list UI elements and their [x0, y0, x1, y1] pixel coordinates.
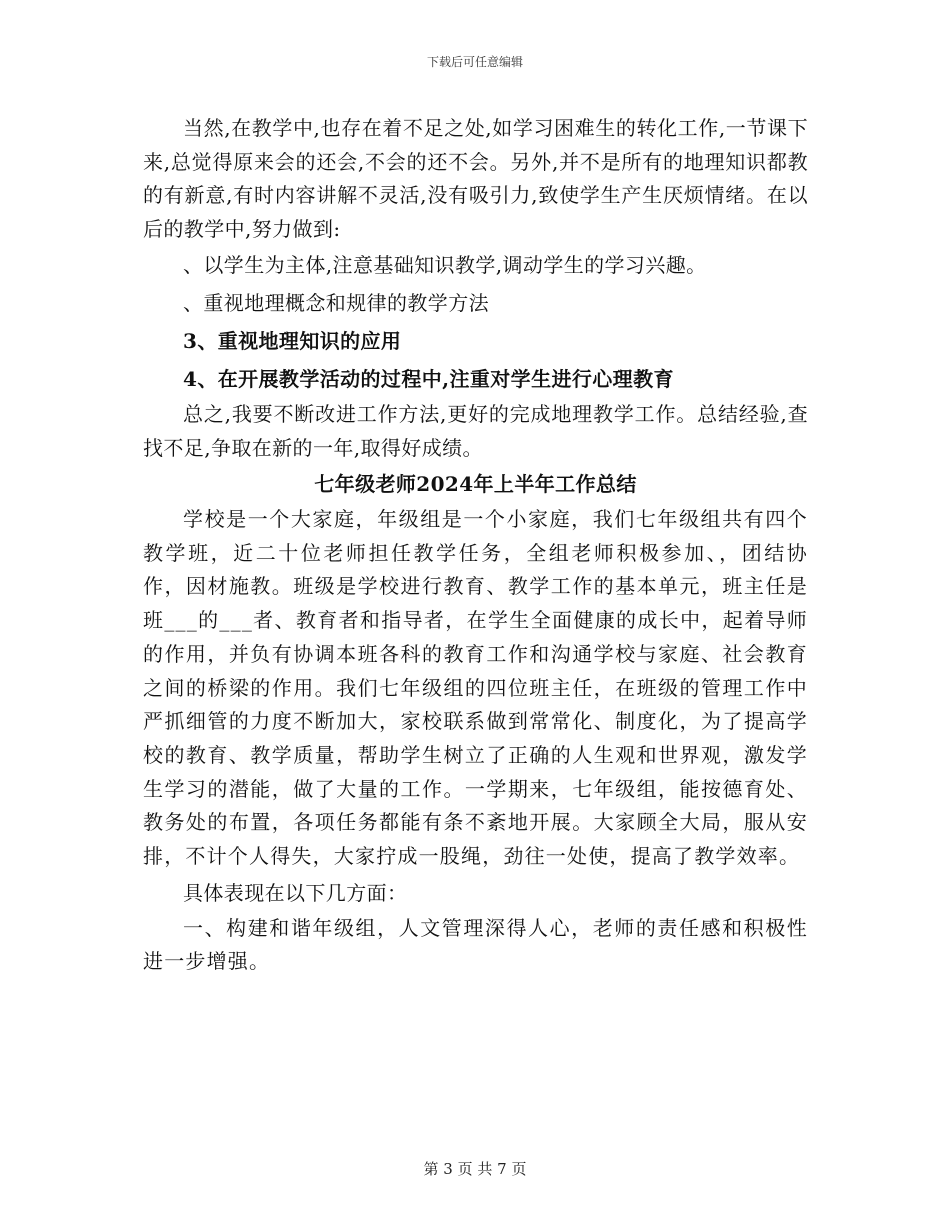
page-header-note: 下载后可任意编辑: [426, 55, 523, 69]
paragraph-conclusion: 总之,我要不断改进工作方法,更好的完成地理教学工作。总结经验,查找不足,争取在新的一年,取得好成绩。: [143, 402, 808, 460]
section-title: 七年级老师2024年上半年工作总结: [314, 472, 637, 496]
list-item-2: 、重视地理概念和规律的教学方法: [183, 291, 489, 315]
list-item-1: 、以学生为主体,注意基础知识教学,调动学生的学习兴趣。: [183, 253, 707, 277]
page-number-footer: 第 3 页 共 7 页: [423, 1160, 527, 1178]
paragraph-aspect-1: 一、构建和谐年级组，人文管理深得人心，老师的责任感和积极性进一步增强。: [143, 915, 808, 974]
document-body: [143, 112, 808, 979]
list-item-3: 3、重视地理知识的应用: [183, 329, 402, 353]
list-item-4: 4、在开展教学活动的过程中,注重对学生进行心理教育: [183, 367, 674, 391]
paragraph-aspects-intro: 具体表现在以下几方面：: [183, 880, 408, 905]
paragraph-shortcomings: 当然,在教学中,也存在着不足之处,如学习困难生的转化工作,一节课下来,总觉得原来会的还会,不会的还不会。另外,并不是所有的地理知识都教的有新意,有时内容讲解不灵活,没有吸引力,致使学生产生厌烦情绪。在以后的教学中,努力做到:: [143, 116, 808, 241]
paragraph-grade-group: 学校是一个大家庭，年级组是一个小家庭，我们七年级组共有四个教学班，近二十位老师担任教学任务，全组老师积极参加、，团结协作，因材施教。班级是学校进行教育、教学工作的基本单元，班主任是班___的___者、教育者和指导者，在学生全面健康的成长中，起着导师的作用，并负有协调本班各科的教育工作和沟通学校与家庭、社会教育之间的桥梁的作用。我们七年级组的四位班主任，在班级的管理工作中严抓细管的力度不断加大，家校联系做到常常化、制度化，为了提高学校的教育、教学质量，帮助学生树立了正确的人生观和世界观，激发学生学习的潜能，做了大量的工作。一学期来，七年级组，能按德育处、教务处的布置，各项任务都能有条不紊地开展。大家顾全大局，服从安排，不计个人得失，大家拧成一股绳，劲往一处使，提高了教学效率。: [143, 507, 808, 869]
